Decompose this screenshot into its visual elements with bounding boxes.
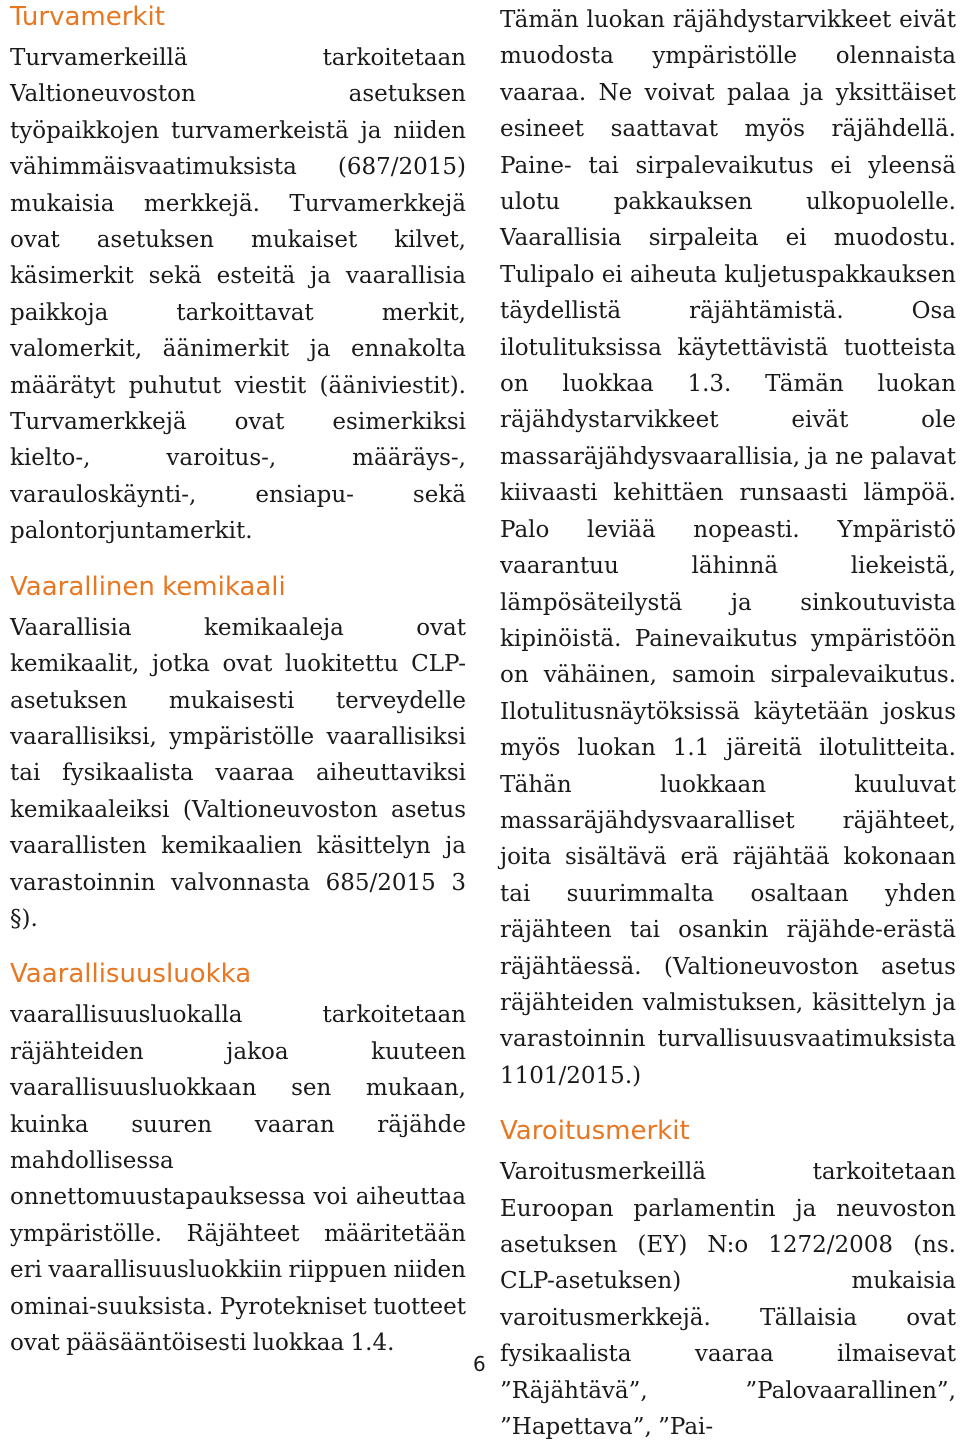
heading-vaarallisuusluokka: Vaarallisuusluokka [10, 959, 252, 990]
left-column [10, 0, 466, 1361]
heading-vaarallinen-kemikaali: Vaarallinen kemikaali [10, 571, 286, 602]
paragraph-varoitusmerkit: Varoitusmerkeillä tarkoitetaan Euroopan parlamentin ja neuvoston asetuksen (EY) N:o 1272/2008 (ns. CLP-asetuksen) mukaisia varoitusmerkkejä. Tällaisia ovat fysikaalista vaaraa ilmaisevat ”Räjähtävä”, ”Palovaarallinen”, ”Hapettava”, ”Pai- [500, 1159, 956, 1441]
paragraph-vaarallinen-kemikaali: Vaarallisia kemikaaleja ovat kemikaalit, jotka ovat luokitettu CLP-asetuksen mukaisesti terveydelle vaarallisiksi, ympäristölle vaarallisiksi tai fysikaalista vaaraa aiheuttaviksi kemikaaleiksi (Valtioneuvoston asetus vaarallisten kemikaalien käsittelyn ja varastoinnin valvonnasta 685/2015 3 §). [10, 614, 466, 932]
paragraph-luokka-continuation: Tämän luokan räjähdystarvikkeet eivät muodosta ympäristölle olennaista vaaraa. Ne voivat palaa ja yksittäiset esineet saattavat myös räjähdellä. Paine- tai sirpalevaikutus ei yleensä ulotu pakkauksen ulkopuolelle. Vaarallisia sirpaleita ei muodostu. Tulipalo ei aiheuta kuljetuspakkauksen täydellistä räjähtämistä. Osa ilotulituksissa käytettävistä tuotteista on luokkaa 1.3. Tämän luokan räjähdystarvikkeet eivät ole massaräjähdysvaarallisia, ja ne palavat kiivaasti kehittäen runsaasti lämpöä. Palo leviää nopeasti. Ympäristö vaarantuu lähinnä liekeistä, lämpösäteilystä ja sinkoutuvista kipinöistä. Painevaikutus ympäristöön on vähäinen, samoin sirpalevaikutus. Ilotulitusnäytöksissä käytetään joskus myös luokan 1.1 järeitä ilotulitteita. Tähän luokkaan kuuluvat massaräjähdysvaaralliset räjähteet, joita sisältävä erä räjähtää kokonaan tai suurimmalta osaltaan yhden räjähteen tai osankin räjähde-erästä räjähtäessä. (Valtioneuvoston asetus räjähteiden valmistuksen, käsittelyn ja varastoinnin turvallisuusvaatimuksista 1101/2015.) [500, 7, 956, 1089]
page-number: 6 [473, 1352, 486, 1376]
heading-turvamerkit: Turvamerkit [10, 2, 165, 32]
paragraph-turvamerkit: Turvamerkeillä tarkoitetaan Valtioneuvoston asetuksen työpaikkojen turvamerkeistä ja niiden vähimmäisvaatimuksista (687/2015) mukaisia merkkejä. Turvamerkkejä ovat asetuksen mukaiset kilvet, käsimerkit sekä esteitä ja vaarallisia paikkoja tarkoittavat merkit, valomerkit, äänimerkit ja ennakolta määrätyt puhutut viestit (ääniviestit). Turvamerkkejä ovat esimerkiksi kielto-, varoitus-, määräys-, varauloskäynti-, ensiapu- sekä palontorjuntamerkit. [10, 45, 466, 545]
paragraph-vaarallisuusluokka: vaarallisuusluokalla tarkoitetaan räjähteiden jakoa kuuteen vaarallisuusluokkaan sen mukaan, kuinka suuren vaaran räjähde mahdollisessa onnettomuustapauksessa voi aiheuttaa ympäristölle. Räjähteet määritetään eri vaarallisuusluokkiin riippuen niiden ominai-suuksista. Pyrotekniset tuotteet ovat pääsääntöisesti luokkaa 1.4. [10, 1002, 466, 1356]
heading-varoitusmerkit: Varoitusmerkit [500, 1116, 690, 1147]
right-column [500, 2, 956, 1445]
